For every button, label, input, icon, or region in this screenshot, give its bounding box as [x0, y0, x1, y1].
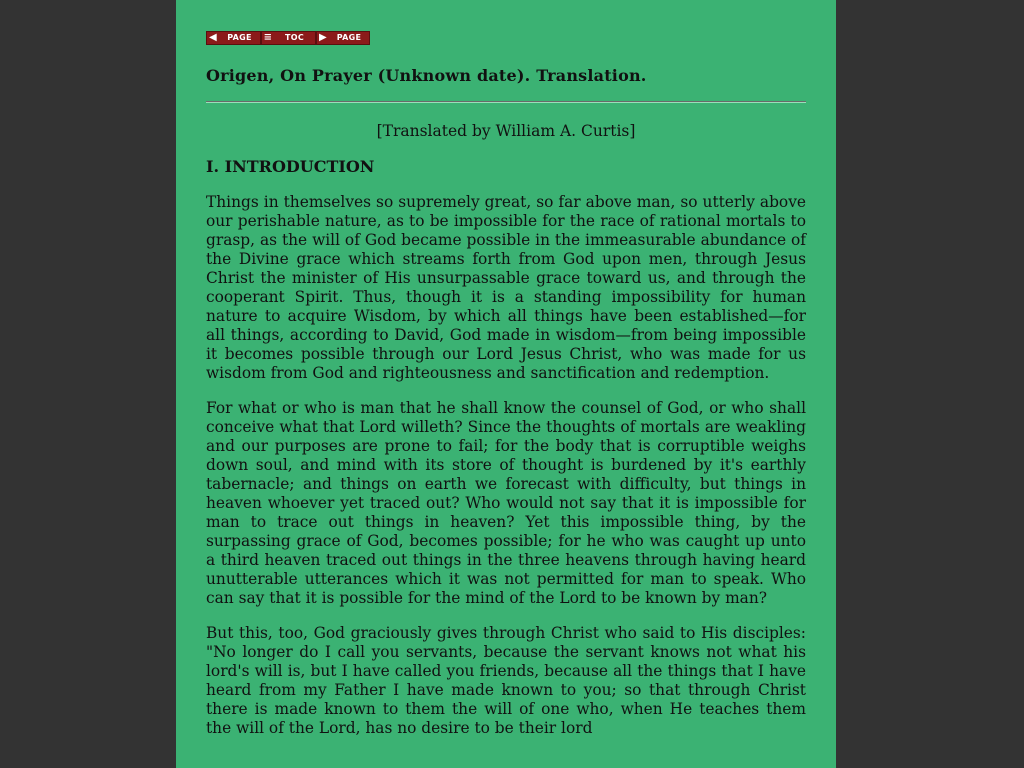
paragraph: Things in themselves so supremely great, so far above man, so utterly above our perishable nature, as to be impossible for the race of rational mortals to grasp, as the will of God became possible in the immeasurable abundance of the Divine grace which streams forth from God upon men, through Jesus Christ the minister of His unsurpassable grace toward us, and through the cooperant Spirit. Thus, though it is a standing impossibility for human nature to acquire Wisdom, by which all things have been established—for all things, according to David, God made in wisdom—from being impossible it becomes possible through our Lord Jesus Christ, who was made for us wisdom from God and righteousness and sanctification and redemption. — [206, 193, 806, 382]
section-heading: I. INTRODUCTION — [206, 157, 375, 176]
previous-page-label: PAGE — [227, 33, 252, 42]
page-panel — [176, 0, 836, 768]
left-arrow-icon: ◀ — [209, 32, 217, 43]
toc-label: TOC — [284, 33, 305, 42]
paragraph: But this, too, God graciously gives through Christ who said to His disciples: "No longer do I call you servants, because the servant knows not what his lord's will is, but I have called you friends, because all the things that I have heard from my Father I have made known to you; so that through Christ there is made known to them the will of one who, when He teaches them the will of the Lord, has no desire to be their lord — [206, 624, 806, 737]
table-of-contents-button[interactable] — [261, 31, 316, 45]
document-title: Origen, On Prayer (Unknown date). Translation. — [206, 66, 647, 85]
next-page-label: PAGE — [336, 33, 362, 42]
previous-page-button[interactable] — [206, 31, 261, 45]
right-arrow-icon: ▶ — [319, 32, 327, 43]
translator-credit: [Translated by William A. Curtis] — [376, 122, 636, 140]
list-icon: ≡ — [263, 32, 273, 43]
document-content — [206, 31, 806, 738]
paragraph: For what or who is man that he shall know the counsel of God, or who shall conceive what that Lord willeth? Since the thoughts of mortals are weakling and our purposes are prone to fail; for the body that is corruptible weighs down soul, and mind with its store of thought is burdened by it's earthly tabernacle; and things on earth we forecast with difficulty, but things in heaven whoever yet traced out? Who would not say that it is impossible for man to trace out things in heaven? Yet this impossible thing, by the surpassing grace of God, becomes possible; for he who was caught up unto a third heaven traced out things in the three heavens through having heard unutterable utterances which it was not permitted for man to speak. Who can say that it is possible for the mind of the Lord to be known by man? — [206, 399, 806, 607]
next-page-button[interactable] — [316, 31, 370, 45]
horizontal-divider — [206, 101, 806, 103]
navigation-bar — [206, 31, 806, 45]
